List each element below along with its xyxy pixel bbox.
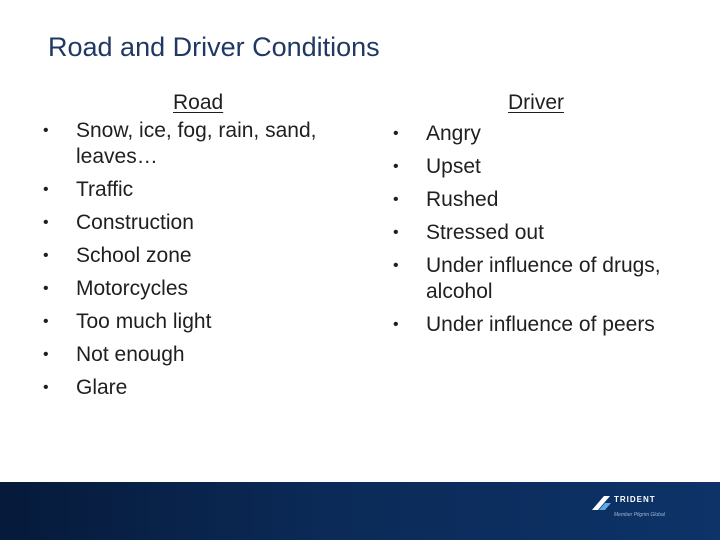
list-item bbox=[392, 220, 712, 246]
list-item bbox=[42, 276, 372, 302]
driver-item-label: Angry bbox=[426, 122, 481, 145]
driver-item-label: Under influence of drugs, alcohol bbox=[426, 254, 661, 303]
road-item-label: Traffic bbox=[76, 178, 134, 201]
list-item bbox=[392, 312, 712, 338]
slide-title: Road and Driver Conditions bbox=[48, 32, 380, 62]
trident-logo bbox=[590, 492, 670, 526]
trident-mark-icon bbox=[590, 494, 612, 512]
bullet-icon: • bbox=[393, 158, 399, 175]
driver-list bbox=[392, 121, 712, 338]
road-item-label: Glare bbox=[76, 376, 128, 399]
list-item bbox=[42, 210, 372, 236]
driver-column bbox=[392, 88, 712, 345]
road-column bbox=[42, 88, 372, 408]
bullet-icon: • bbox=[43, 214, 49, 231]
list-item bbox=[42, 309, 372, 335]
list-item bbox=[42, 118, 372, 170]
bullet-icon: • bbox=[393, 257, 399, 274]
road-item-label: Too much light bbox=[76, 310, 212, 333]
road-item-label: School zone bbox=[76, 244, 192, 267]
bullet-icon: • bbox=[393, 224, 399, 241]
road-item-label: Construction bbox=[76, 211, 194, 234]
bullet-icon: • bbox=[43, 346, 49, 363]
bullet-icon: • bbox=[43, 122, 49, 139]
road-item-label: Not enough bbox=[76, 343, 185, 366]
logo-tagline: Member Pilgrim Global bbox=[614, 512, 665, 518]
logo-text: TRIDENT bbox=[614, 495, 656, 504]
road-list bbox=[42, 118, 372, 401]
bullet-icon: • bbox=[43, 379, 49, 396]
road-item-label: Motorcycles bbox=[76, 277, 189, 300]
driver-item-label: Stressed out bbox=[426, 221, 544, 244]
footer-band bbox=[0, 482, 720, 540]
list-item bbox=[392, 154, 712, 180]
bullet-icon: • bbox=[43, 313, 49, 330]
list-item bbox=[392, 121, 712, 147]
bullet-icon: • bbox=[43, 181, 49, 198]
list-item bbox=[42, 375, 372, 401]
driver-item-label: Rushed bbox=[426, 188, 499, 211]
road-heading: Road bbox=[173, 91, 224, 114]
list-item bbox=[42, 342, 372, 368]
bullet-icon: • bbox=[393, 316, 399, 333]
driver-heading: Driver bbox=[508, 91, 564, 114]
list-item bbox=[392, 187, 712, 213]
bullet-icon: • bbox=[43, 280, 49, 297]
list-item bbox=[42, 243, 372, 269]
driver-item-label: Under influence of peers bbox=[426, 313, 655, 336]
bullet-icon: • bbox=[393, 191, 399, 208]
list-item bbox=[42, 177, 372, 203]
bullet-icon: • bbox=[393, 125, 399, 142]
driver-item-label: Upset bbox=[426, 155, 481, 178]
bullet-icon: • bbox=[43, 247, 49, 264]
road-item-label: Snow, ice, fog, rain, sand, leaves… bbox=[76, 119, 317, 168]
list-item bbox=[392, 253, 712, 305]
